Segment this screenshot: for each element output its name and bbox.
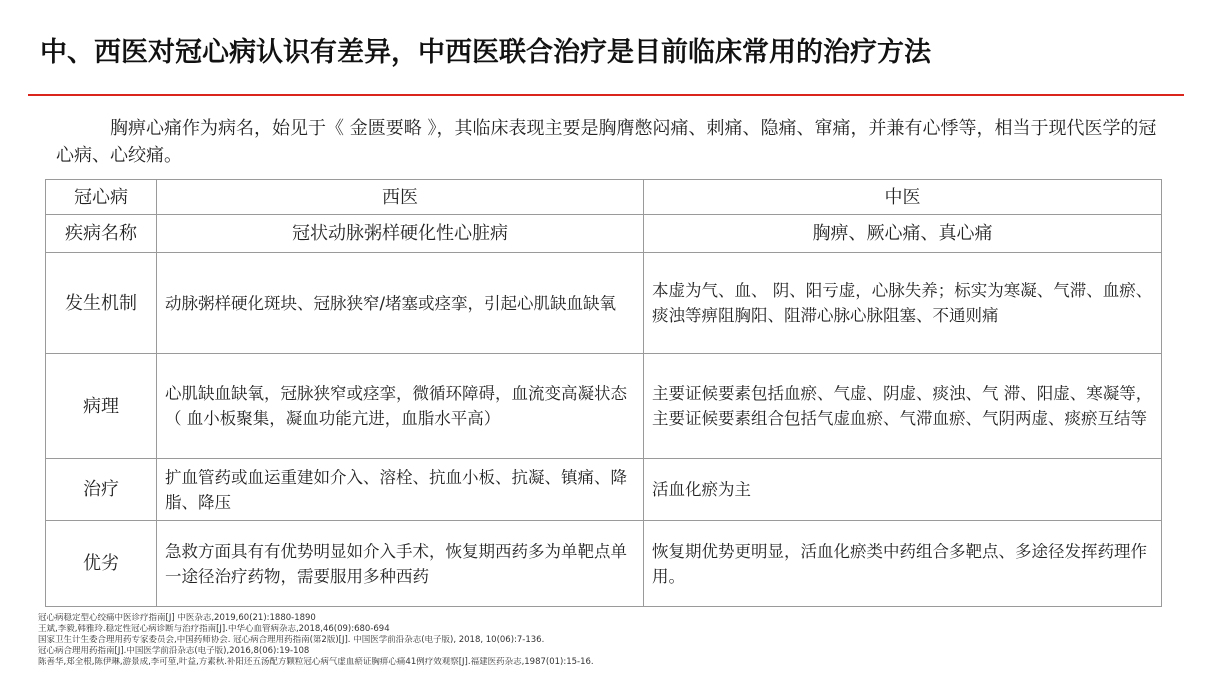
tcm-cell: 活血化瘀为主 bbox=[644, 459, 1162, 521]
table-row bbox=[46, 459, 1162, 521]
tcm-cell: 胸痹、厥心痛、真心痛 bbox=[644, 215, 1162, 253]
western-cell: 急救方面具有有优势明显如介入手术，恢复期西药多为单靶点单一途径治疗药物，需要服用多种西药 bbox=[157, 521, 644, 607]
reference-item: 冠心病合理用药指南[J].中国医学前沿杂志(电子版),2016,8(06):19-108 bbox=[38, 646, 310, 656]
row-label: 治疗 bbox=[46, 459, 157, 521]
row-label: 发生机制 bbox=[46, 253, 157, 354]
table-row bbox=[46, 253, 1162, 354]
header-tcm: 中医 bbox=[644, 180, 1162, 215]
title-divider bbox=[28, 94, 1184, 96]
western-cell: 冠状动脉粥样硬化性心脏病 bbox=[157, 215, 644, 253]
table-row bbox=[46, 354, 1162, 459]
western-cell: 心肌缺血缺氧，冠脉狭窄或痉挛，微循环障碍，血流变高凝状态（ 血小板聚集，凝血功能亢进，血脂水平高） bbox=[157, 354, 644, 459]
tcm-cell: 本虚为气、血、 阴、阳亏虚，心脉失养；标实为寒凝、气滞、血瘀、痰浊等痹阻胸阳、阻滞心脉心脉阻塞、不通则痛 bbox=[644, 253, 1162, 354]
slide-title: 中、西医对冠心病认识有差异，中西医联合治疗是目前临床常用的治疗方法 bbox=[40, 37, 931, 68]
reference-item: 冠心病稳定型心绞痛中医诊疗指南[J] 中医杂志,2019,60(21):1880-1890 bbox=[38, 613, 316, 623]
tcm-cell: 恢复期优势更明显，活血化瘀类中药组合多靶点、多途径发挥药理作用。 bbox=[644, 521, 1162, 607]
row-label: 疾病名称 bbox=[46, 215, 157, 253]
intro-paragraph: 胸痹心痛作为病名，始见于《 金匮要略 》，其临床表现主要是胸膺憋闷痛、刺痛、隐痛、窜痛，并兼有心悸等，相当于现代医学的冠心病、心绞痛。 bbox=[56, 118, 1157, 166]
row-label: 病理 bbox=[46, 354, 157, 459]
table-header-row bbox=[46, 180, 1162, 215]
references bbox=[38, 613, 1178, 668]
reference-item: 陈善华,郑全根,陈伊琳,游景成,李可堃,叶益,方素秋.补阳还五汤配方颗粒冠心病气虚血瘀证胸痹心痛41例疗效观察[J].福建医药杂志,1987(01):15-16. bbox=[38, 657, 594, 667]
header-disease: 冠心病 bbox=[46, 180, 157, 215]
reference-item: 国家卫生计生委合理用药专家委员会,中国药师协会. 冠心病合理用药指南(第2版)[J]. 中国医学前沿杂志(电子版), 2018, 10(06):7-136. bbox=[38, 635, 545, 645]
western-cell: 扩血管药或血运重建如介入、溶栓、抗血小板、抗凝、镇痛、降脂、降压 bbox=[157, 459, 644, 521]
table-row bbox=[46, 521, 1162, 607]
reference-item: 王斌,李毅,韩雅玲.稳定性冠心病诊断与治疗指南[J].中华心血管病杂志,2018,46(09):680-694 bbox=[38, 624, 390, 634]
comparison-table bbox=[45, 179, 1162, 607]
row-label: 优劣 bbox=[46, 521, 157, 607]
tcm-cell: 主要证候要素包括血瘀、气虚、阴虚、痰浊、气 滞、阳虚、寒凝等，主要证候要素组合包括气虚血瘀、气滞血瘀、气阴两虚、痰瘀互结等 bbox=[644, 354, 1162, 459]
table-row bbox=[46, 215, 1162, 253]
western-cell: 动脉粥样硬化斑块、冠脉狭窄/堵塞或痉挛，引起心肌缺血缺氧 bbox=[157, 253, 644, 354]
header-western: 西医 bbox=[157, 180, 644, 215]
